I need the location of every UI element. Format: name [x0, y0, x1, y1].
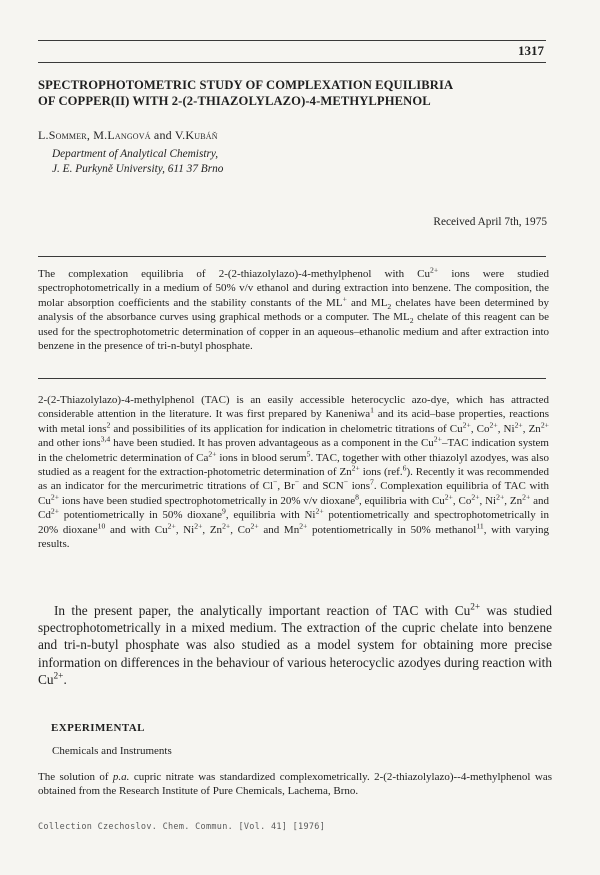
- present-paper-paragraph: In the present paper, the analytically important reaction of TAC with $Cu^{2+}$ was studied spectrophotometrically in a mixed medium. The extraction of the cupric chelate into benzene and tri-n-butyl phosphate was also studied as a model system for obtaining more precise information on differences in the behaviour of various heterocyclic azodyes during reaction with $Cu^{2+}$.: [38, 602, 552, 687]
- journal-footer: Collection Czechoslov. Chem. Commun. [Vol. 41] [1976]: [38, 822, 326, 832]
- top-rule: [38, 40, 546, 41]
- author-2-name: Langová: [107, 128, 151, 142]
- header-rule: [38, 62, 546, 63]
- title-line-2: OF COPPER(II) WITH 2-(2-THIAZOLYLAZO)-4-METHYLPHENOL: [38, 94, 431, 108]
- author-2-initial: M.: [93, 128, 108, 142]
- affiliation-department: Department of Analytical Chemistry,: [52, 148, 219, 160]
- author-3-initial: V.: [174, 128, 186, 142]
- author-separator: and: [150, 128, 175, 142]
- author-separator: ,: [86, 128, 94, 142]
- author-1-name: Sommer: [48, 128, 87, 142]
- abstract-top-rule: [38, 256, 546, 257]
- author-3-name: Kubáň: [185, 128, 218, 142]
- introduction-paragraph: 2-(2-Thiazolylazo)-4-methylphenol (TAC) is an easily accessible heterocyclic azo-dye, which has attracted considerable attention in the literature. It was first prepared by Kaneniwa$^1$ and its acid–base properties, reactions with metal ions$^2$ and possibilities of its application for indication in chelometric titrations of $Cu^{2+}$, $Co^{2+}$, $Ni^{2+}$, $Zn^{2+}$ and other ions$^{3,4}$ have been studied. It has proven advantageous as a component in the $Cu^{2+}$–TAC indication system in the chelometric determination of $Ca^{2+}$ ions in blood serum$^5$. TAC, together with other thiazolyl azodyes, was also studied as a reagent for the extraction-photometric determination of $Zn^{2+}$ ions (ref.$^6$). Recently it was recommended as an indicator for the mercurimetric titrations of Cl−, Br− and SCN− ions$^7$. Complexation equilibria of TAC with $Cu^{2+}$ ions have been studied spectrophotometrically in 20% v/v dioxane$^8$, equilibria with $Cu^{2+}$, $Co^{2+}$, $Ni^{2+}$, $Zn^{2+}$ and $Cd^{2+}$ potentiometrically in 50% dioxane$^9$, equilibria with $Ni^{2+}$ potentiometrically and spectrophotometrically in 20% dioxane$^{10}$ and with $Cu^{2+}$, $Ni^{2+}$, $Zn^{2+}$, $Co^{2+}$ and $Mn^{2+}$ potentiometrically in 50% methanol$^{11}$, with varying results.: [38, 394, 550, 551]
- received-date: Received April 7th, 1975: [433, 216, 547, 228]
- author-list: [38, 128, 218, 143]
- article-title: [38, 77, 558, 109]
- page-number: 1317: [518, 43, 544, 58]
- experimental-paragraph: The solution of p.a. cupric nitrate was standardized complexometrically. 2-(2-thiazolylazo)--4-methylphenol was obtained from the Research Institute of Pure Chemicals, Lachema, Brno.: [38, 771, 552, 798]
- abstract-bottom-rule: [38, 378, 546, 379]
- author-1-initial: L.: [38, 128, 49, 142]
- abstract: The complexation equilibria of 2-(2-thiazolylazo)-4-methylphenol with $Cu^{2+}$ ions were studied spectrophotometrically in a medium of 50% v/v ethanol and during extraction into benzene. The composition, the molar absorption coefficients and the stability constants of the ML+ and $ML_2$ chelates have been determined by analysis of the absorbance curves using graphical methods or a computer. The $ML_2$ chelate of this reagent can be used for the spectrophotometric determination of copper in an aqueous–ethanolic medium and after extraction into benzene in the presence of tri-n-butyl phosphate.: [38, 265, 550, 353]
- affiliation: [52, 147, 223, 177]
- affiliation-university: J. E. Purkyně University, 611 37 Brno: [52, 163, 224, 175]
- title-line-1: SPECTROPHOTOMETRIC STUDY OF COMPLEXATION EQUILIBRIA: [38, 78, 454, 92]
- experimental-heading: EXPERIMENTAL: [51, 722, 145, 734]
- chemicals-subheading: Chemicals and Instruments: [52, 745, 172, 757]
